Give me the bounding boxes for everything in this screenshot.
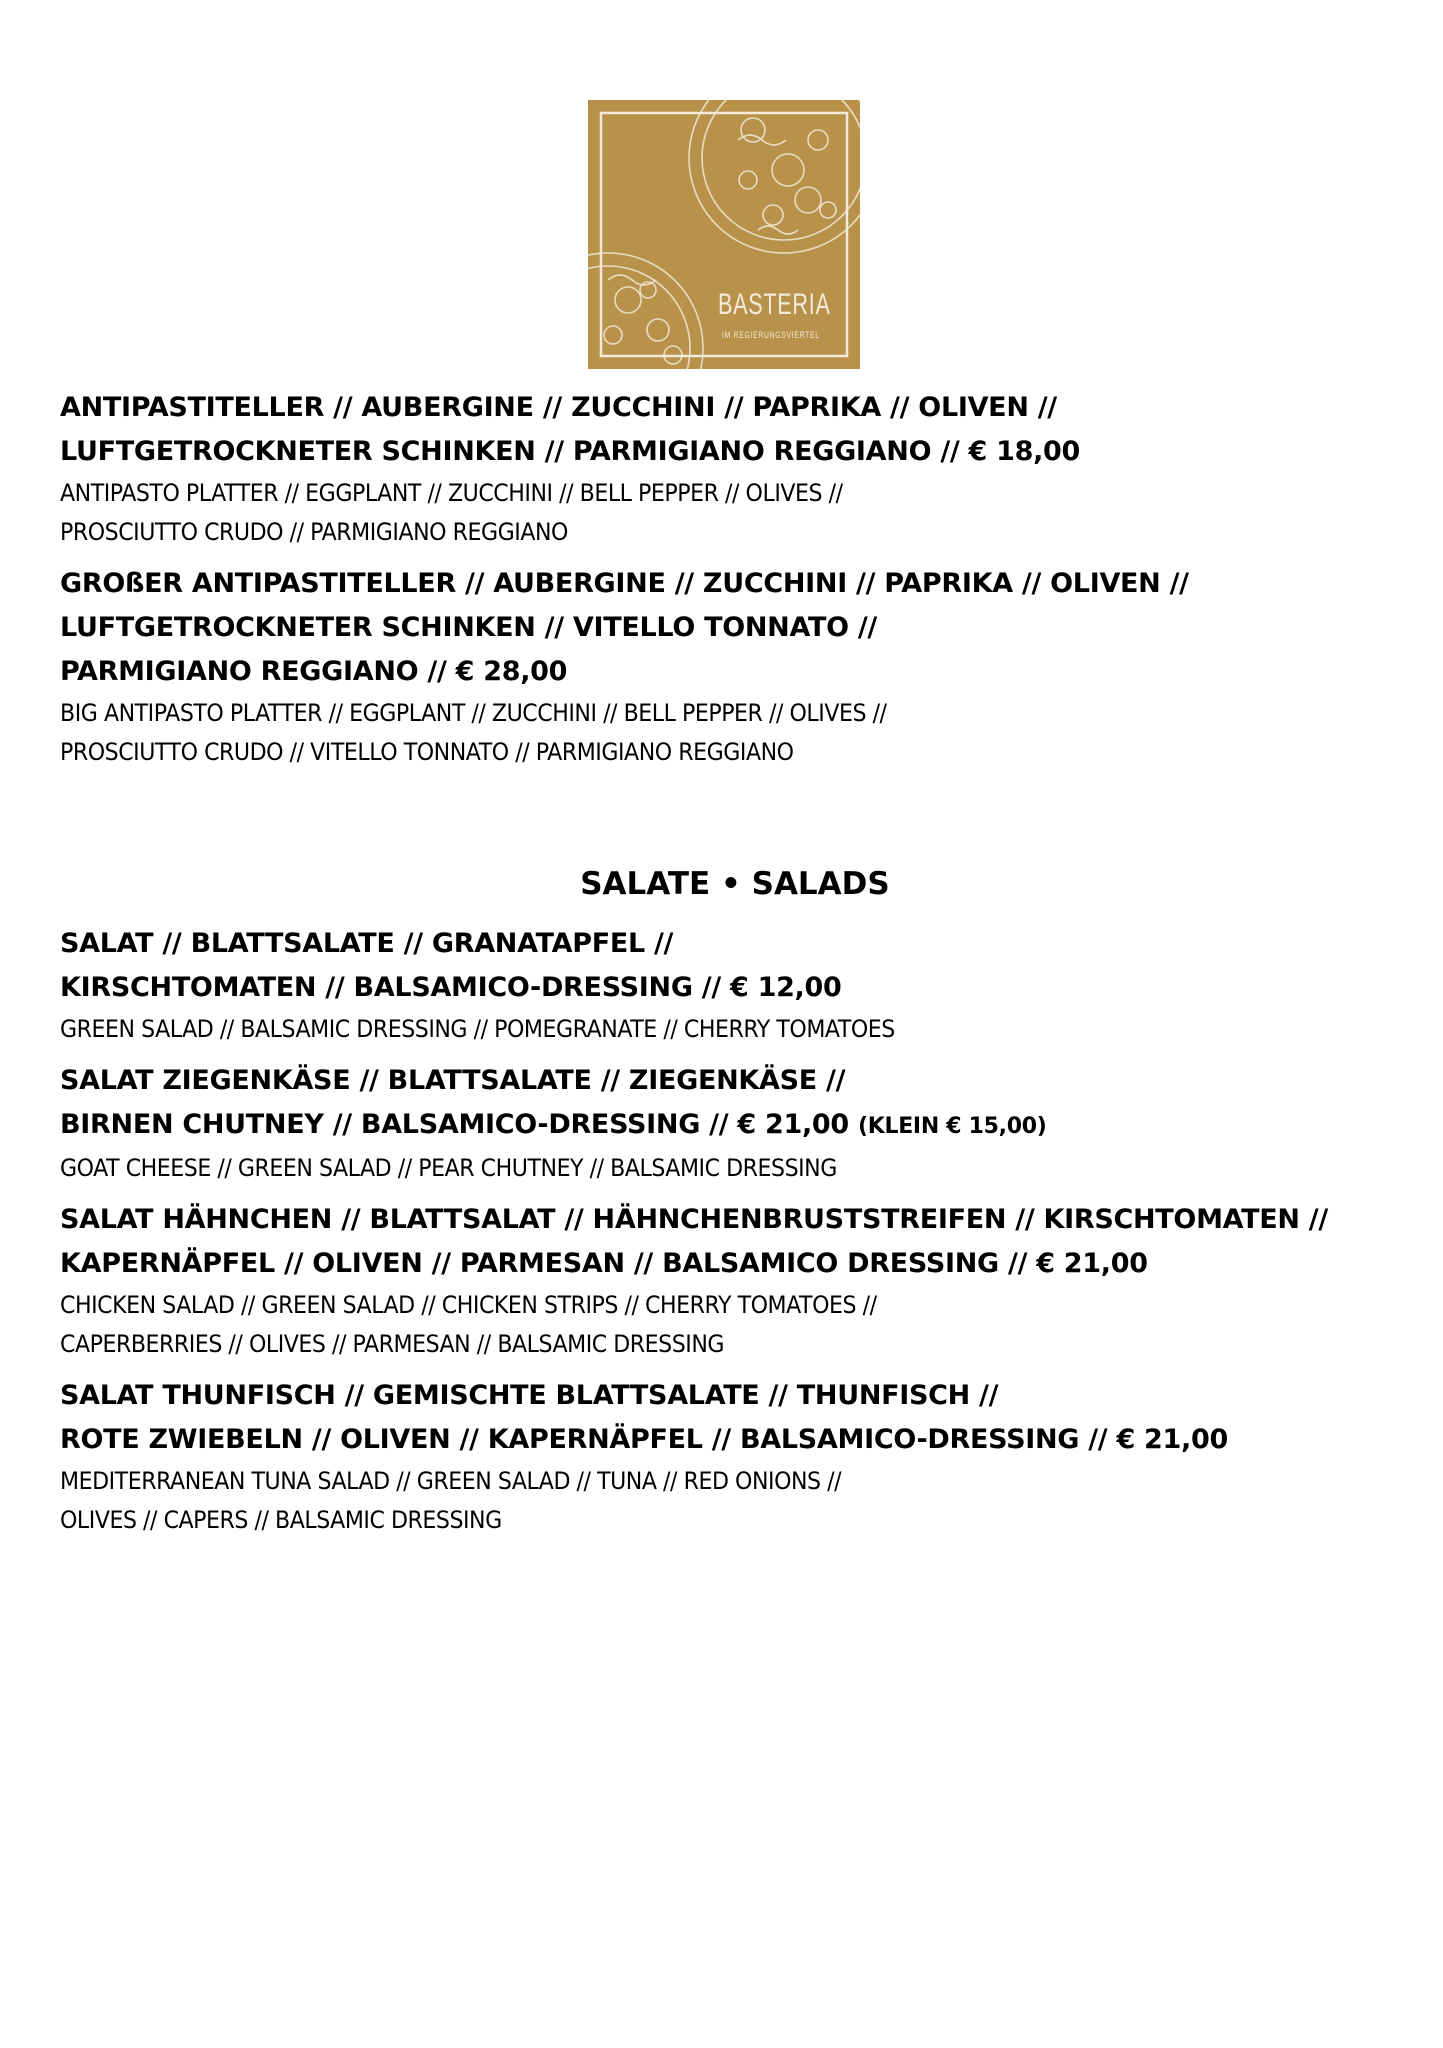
item-name-de: KAPERNÄPFEL // OLIVEN // PARMESAN // BALSAMICO DRESSING // € 21,00 (60, 1248, 1148, 1279)
menu-content (60, 386, 1390, 1540)
section-title-salads: SALATE • SALADS (580, 866, 890, 902)
item-name-de: ANTIPASTITELLER // AUBERGINE // ZUCCHINI // PAPRIKA // OLIVEN // (60, 392, 1057, 423)
item-name-de: SALAT THUNFISCH // GEMISCHTE BLATTSALATE // THUNFISCH // (60, 1380, 999, 1411)
menu-item (60, 1198, 1390, 1364)
item-name-en: CHICKEN SALAD // GREEN SALAD // CHICKEN STRIPS // CHERRY TOMATOES // (60, 1291, 877, 1319)
menu-item (60, 386, 1390, 552)
item-name-de: KIRSCHTOMATEN // BALSAMICO-DRESSING // € 12,00 (60, 972, 842, 1003)
item-name-en: OLIVES // CAPERS // BALSAMIC DRESSING (60, 1506, 502, 1534)
item-name-en: GOAT CHEESE // GREEN SALAD // PEAR CHUTNEY // BALSAMIC DRESSING (60, 1154, 837, 1182)
item-name-de: SALAT HÄHNCHEN // BLATTSALAT // HÄHNCHENBRUSTSTREIFEN // KIRSCHTOMATEN // (60, 1204, 1328, 1235)
logo-subtitle: IM REGIERUNGSVIERTEL (722, 330, 820, 340)
item-name-de-text: BIRNEN CHUTNEY // BALSAMICO-DRESSING // € 21,00 (60, 1109, 849, 1140)
menu-item (60, 1059, 1390, 1188)
logo-artwork (588, 100, 860, 369)
item-name-en: PROSCIUTTO CRUDO // PARMIGIANO REGGIANO (60, 518, 568, 546)
item-name-de: PARMIGIANO REGGIANO // € 28,00 (60, 656, 568, 687)
item-name-en: GREEN SALAD // BALSAMIC DRESSING // POMEGRANATE // CHERRY TOMATOES (60, 1015, 895, 1043)
item-name-de: LUFTGETROCKNETER SCHINKEN // VITELLO TONNATO // (60, 612, 877, 643)
item-name-en: ANTIPASTO PLATTER // EGGPLANT // ZUCCHINI // BELL PEPPER // OLIVES // (60, 479, 843, 507)
logo-name: BASTERIA (718, 288, 831, 321)
item-name-en: CAPERBERRIES // OLIVES // PARMESAN // BALSAMIC DRESSING (60, 1330, 725, 1358)
small-portion-price: (KLEIN € 15,00) (857, 1114, 1047, 1139)
menu-item (60, 922, 1390, 1049)
item-name-de: ROTE ZWIEBELN // OLIVEN // KAPERNÄPFEL // BALSAMICO-DRESSING // € 21,00 (60, 1424, 1228, 1455)
menu-item (60, 1374, 1390, 1540)
item-name-en: BIG ANTIPASTO PLATTER // EGGPLANT // ZUCCHINI // BELL PEPPER // OLIVES // (60, 699, 887, 727)
item-name-en: PROSCIUTTO CRUDO // VITELLO TONNATO // PARMIGIANO REGGIANO (60, 738, 794, 766)
item-name-de: SALAT ZIEGENKÄSE // BLATTSALATE // ZIEGENKÄSE // (60, 1065, 846, 1096)
item-name-en: MEDITERRANEAN TUNA SALAD // GREEN SALAD // TUNA // RED ONIONS // (60, 1467, 842, 1495)
item-name-de (60, 1103, 1390, 1149)
item-name-de: GROßER ANTIPASTITELLER // AUBERGINE // ZUCCHINI // PAPRIKA // OLIVEN // (60, 568, 1189, 599)
menu-item (60, 562, 1390, 772)
basteria-logo (588, 100, 860, 369)
item-name-de: SALAT // BLATTSALATE // GRANATAPFEL // (60, 928, 674, 959)
item-name-de: LUFTGETROCKNETER SCHINKEN // PARMIGIANO REGGIANO // € 18,00 (60, 436, 1081, 467)
